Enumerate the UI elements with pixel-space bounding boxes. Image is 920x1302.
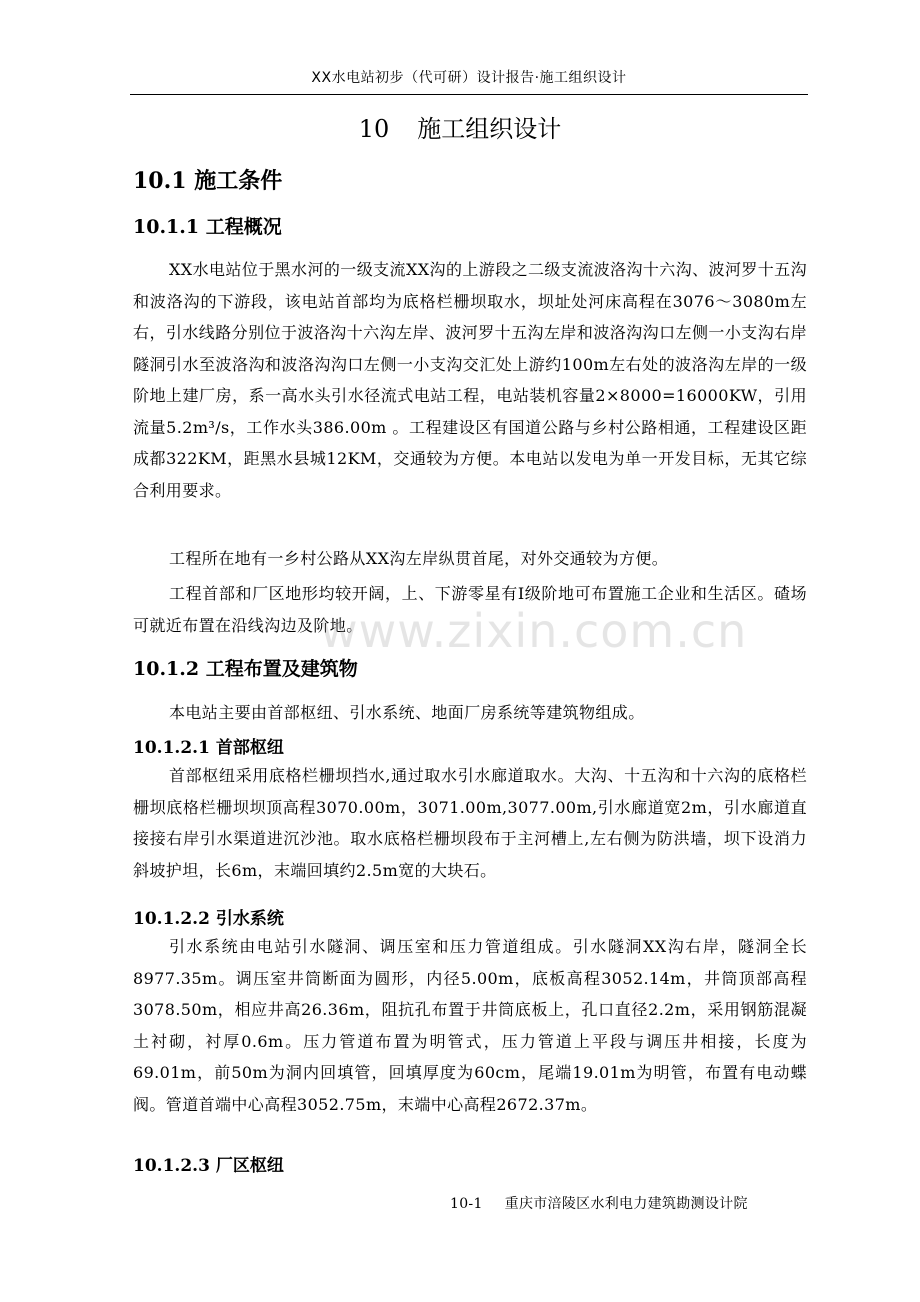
paragraph-project-overview: XX水电站位于黑水河的一级支流XX沟的上游段之二级支流波洛沟十六沟、波河罗十五沟和波洛沟的下游段，该电站首部均为底格栏栅坝取水，坝址处河床高程在3076～3080m左右，引水线路分别位于波洛沟十六沟左岸、波河罗十五沟左岸和波洛沟沟口左侧一小支沟右岸隧洞引水至波洛沟和波洛沟沟口左侧一小支沟交汇处上游约100m左右处的波洛沟左岸的一级阶地上建厂房，系一高水头引水径流式电站工程，电站装机容量2×8000=16000KW，引用流量5.2m³/s，工作水头386.00m 。工程建设区有国道公路与乡村公路相通，工程建设区距成都322KM，距黑水县城12KM，交通较为方便。本电站以发电为单一开发目标，无其它综合利用要求。 (133, 260, 807, 500)
chapter-title (0, 112, 920, 146)
section-heading-10-1-1: 10.1.1 工程概况 (133, 216, 282, 238)
section-heading-10-1-2-1: 10.1.2.1 首部枢纽 (133, 738, 284, 758)
section-heading-10-1-2-3: 10.1.2.3 厂区枢纽 (133, 1156, 284, 1176)
chapter-number: 10 (358, 115, 390, 143)
chapter-title-text: 施工组织设计 (417, 115, 562, 143)
footer-organization: 重庆市涪陵区水利电力建筑勘测设计院 (504, 1196, 748, 1212)
section-heading-10-1-2: 10.1.2 工程布置及建筑物 (133, 658, 358, 680)
paragraph-headworks: 首部枢纽采用底格栏栅坝挡水,通过取水引水廊道取水。大沟、十五沟和十六沟的底格栏栅坝底格栏栅坝坝顶高程3070.00m，3071.00m,3077.00m,引水廊道宽2m，引水廊道直接接右岸引水渠道进沉沙池。取水底格栏栅坝段布于主河槽上,左右侧为防洪墙，坝下设消力斜坡护坦，长6m，末端回填约2.5m宽的大块石。 (133, 766, 807, 880)
page-footer (450, 1194, 748, 1214)
page-number: 10-1 (450, 1196, 483, 1212)
watermark: www.zixin.com.cn (320, 604, 748, 658)
paragraph-layout-intro: 本电站主要由首部枢纽、引水系统、地面厂房系统等建筑物组成。 (169, 703, 645, 722)
paragraph-water-diversion: 引水系统由电站引水隧洞、调压室和压力管道组成。引水隧洞XX沟右岸，隧洞全长8977.35m。调压室井筒断面为圆形，内径5.00m，底板高程3052.14m，井筒顶部高程3078.50m，相应井高26.36m，阻抗孔布置于井筒底板上，孔口直径2.2m，采用钢筋混凝土衬砌，衬厚0.6m。压力管道布置为明管式，压力管道上平段与调压井相接，长度为69.01m，前50m为洞内回填管，回填厚度为60cm，尾端19.01m为明管，布置有电动蝶阀。管道首端中心高程3052.75m，末端中心高程2672.37m。 (133, 937, 807, 1114)
header-divider (130, 94, 808, 95)
running-header: XX水电站初步（代可研）设计报告·施工组织设计 (311, 70, 627, 86)
section-heading-10-1-2-2: 10.1.2.2 引水系统 (133, 909, 284, 929)
paragraph-external-traffic: 工程所在地有一乡村公路从XX沟左岸纵贯首尾，对外交通较为方便。 (169, 549, 669, 568)
section-heading-10-1: 10.1 施工条件 (133, 168, 283, 194)
paragraph-site-terrain: 工程首部和厂区地形均较开阔，上、下游零星有Ⅰ级阶地可布置施工企业和生活区。碴场可就近布置在沿线沟边及阶地。 (133, 584, 807, 635)
